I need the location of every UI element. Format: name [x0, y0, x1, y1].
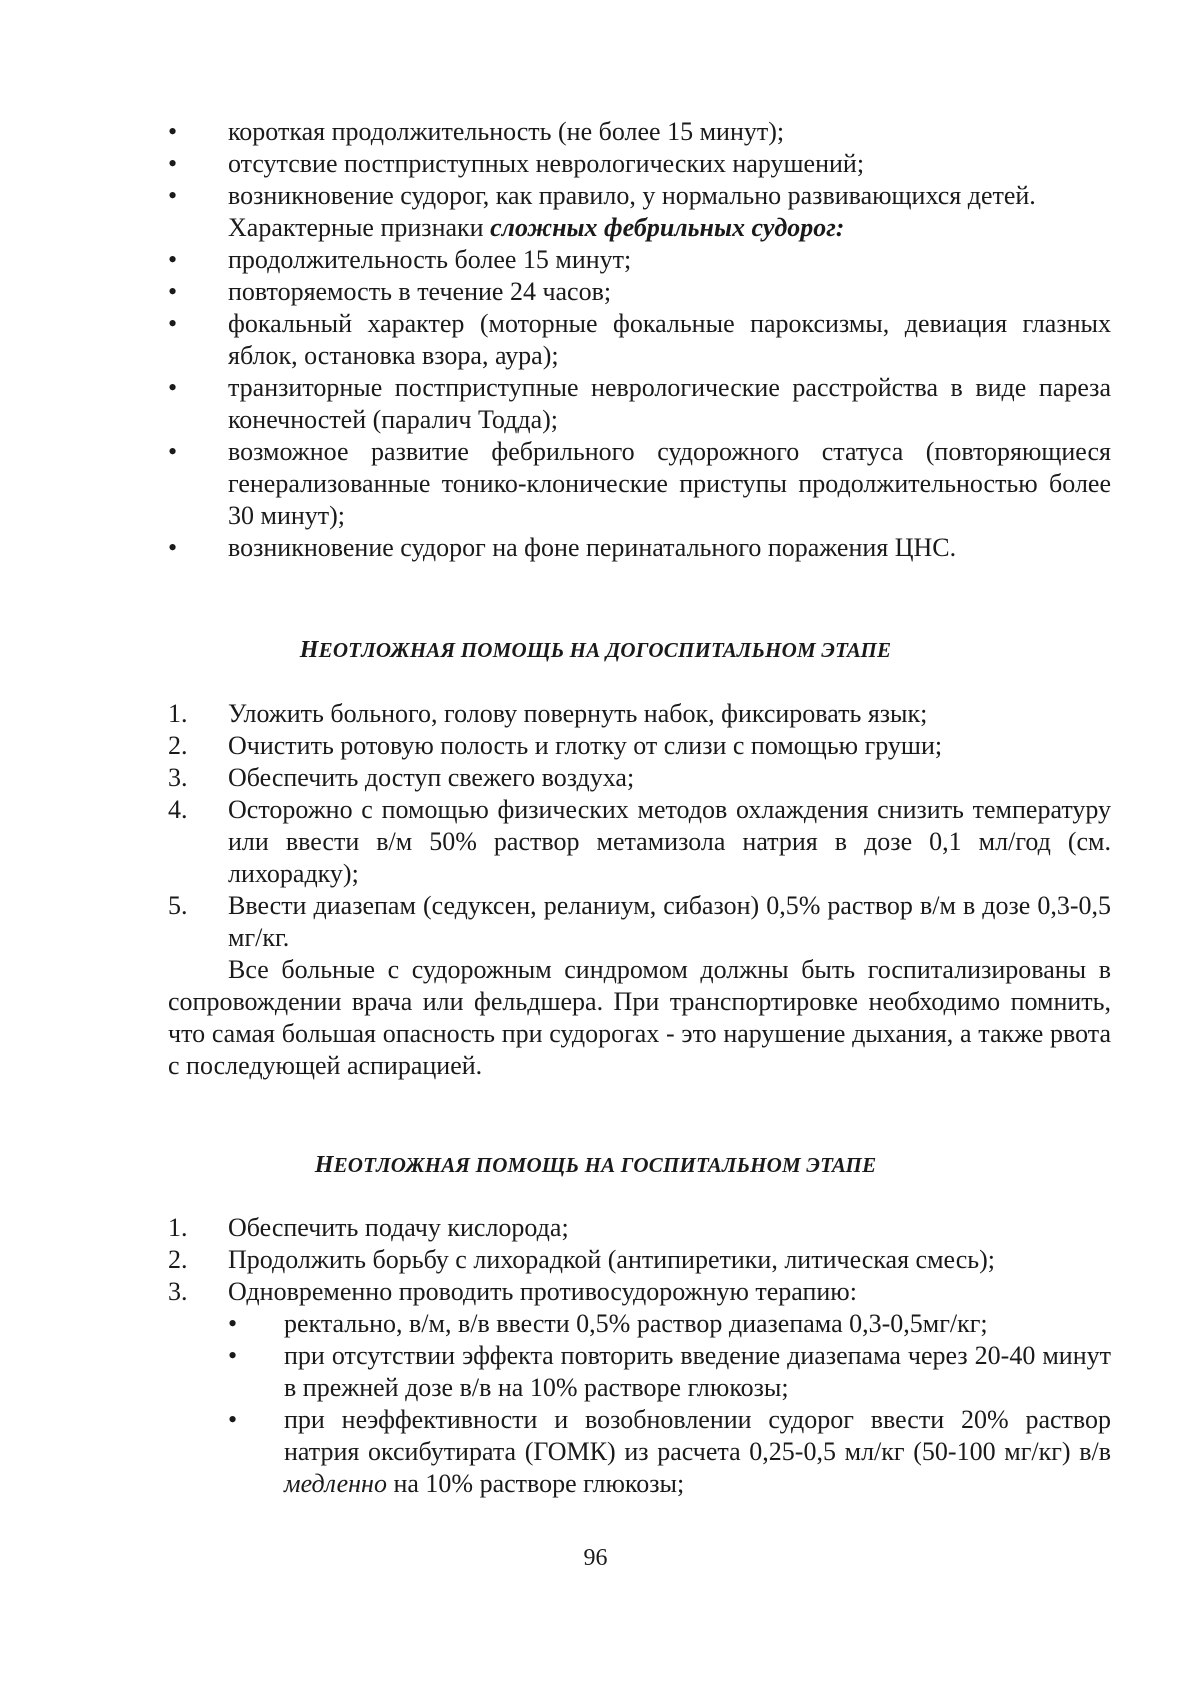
bullet-icon: •: [168, 533, 178, 562]
list-item: 1. Уложить больного, голову повернуть набок, фиксировать язык;: [168, 699, 928, 728]
bullet-icon: •: [168, 277, 178, 306]
list-item: 1. Обеспечить подачу кислорода;: [168, 1213, 569, 1242]
bullet-icon: •: [168, 181, 178, 210]
list-item: • фокальный характер (моторные фокальные пароксизмы, девиация глазных яблок, остановка взора, аура);: [168, 309, 1111, 370]
list-item: 4. Осторожно с помощью физических методов охлаждения снизить температуру или ввести в/м 50% раствор метамизола натрия в дозе 0,1 мл/год (см. лихорадку);: [168, 795, 1111, 888]
list-item: • при отсутствии эффекта повторить введение диазепама через 20-40 минут в прежней дозе в/в на 10% растворе глюкозы;: [228, 1341, 1111, 1402]
bullet-icon: •: [228, 1405, 238, 1434]
list-item: 3. Одновременно проводить противосудорожную терапию: • ректально, в/м, в/в ввести 0,5% раствор диазепама 0,3-0,5мг/кг; • при отсутствии эффекта повторить введение диазепама через 20-40 минут в прежней дозе в/в на 10% растворе глюкозы; • при неэффективности и возобновлении судорог ввести 20% раствор натрия оксибутирата (ГОМК) из расчета 0,25-0,5 мл/кг (50-100 мг/кг) в/в медленно на 10% растворе глюкозы;: [168, 1277, 1111, 1498]
prehospital-heading: НЕОТЛОЖНАЯ ПОМОЩЬ НА ДОГОСПИТАЛЬНОМ ЭТАПЕ: [299, 637, 892, 663]
list-item: • короткая продолжительность (не более 15 минут);: [168, 117, 785, 146]
bullet-icon: •: [168, 373, 178, 402]
list-item: • возникновение судорог, как правило, у нормально развивающихся детей.: [168, 181, 1036, 210]
bullet-icon: •: [168, 437, 178, 466]
bullet-icon: •: [168, 309, 178, 338]
complex-intro: Характерные признаки сложных фебрильных судорог:: [228, 213, 845, 242]
prehospital-steps: [168, 698, 1111, 1082]
list-item: • возможное развитие фебрильного судорожного статуса (повторяющиеся генерализованные тонико-клонические приступы продолжительностью более 30 минут);: [168, 437, 1111, 530]
bullet-icon: •: [168, 117, 178, 146]
hospital-heading: НЕОТЛОЖНАЯ ПОМОЩЬ НА ГОСПИТАЛЬНОМ ЭТАПЕ: [314, 1152, 877, 1178]
list-item: • повторяемость в течение 24 часов;: [168, 277, 612, 306]
list-item: 2. Продолжить борьбу с лихорадкой (антипиретики, литическая смесь);: [168, 1245, 995, 1274]
list-item: • отсутсвие постприступных неврологических нарушений;: [168, 149, 865, 178]
list-item: • возникновение судорог на фоне перинатального поражения ЦНС.: [168, 533, 957, 562]
hospitalization-paragraph: Все больные с судорожным синдромом должны быть госпитализированы в сопровождении врача или фельдшера. При транспортировке необходимо помнить, что самая большая опасность при судорогах - это нарушение дыхания, а также рвота с последующей аспирацией.: [168, 955, 1111, 1080]
complex-term: сложных фебрильных судорог:: [490, 213, 845, 242]
list-item: 5. Ввести диазепам (седуксен, реланиум, сибазон) 0,5% раствор в/м в дозе 0,3-0,5 мг/кг.: [168, 891, 1111, 952]
list-item: • продолжительность более 15 минут;: [168, 245, 632, 274]
bullet-icon: •: [168, 245, 178, 274]
page-number: 96: [583, 1545, 608, 1571]
simple-signs-list: [168, 116, 1111, 564]
list-item: • при неэффективности и возобновлении судорог ввести 20% раствор натрия оксибутирата (ГОМК) из расчета 0,25-0,5 мл/кг (50-100 мг/кг) в/в медленно на 10% растворе глюкозы;: [228, 1405, 1111, 1498]
list-item: • ректально, в/м, в/в ввести 0,5% раствор диазепама 0,3-0,5мг/кг;: [228, 1309, 988, 1338]
hospital-steps: [168, 1212, 1111, 1500]
bullet-icon: •: [228, 1341, 238, 1370]
list-item: 2. Очистить ротовую полость и глотку от слизи с помощью груши;: [168, 731, 943, 760]
bullet-icon: •: [228, 1309, 238, 1338]
bullet-icon: •: [168, 149, 178, 178]
therapy-sublist: [228, 1308, 1111, 1500]
list-item: 3. Обеспечить доступ свежего воздуха;: [168, 763, 635, 792]
list-item: • транзиторные постприступные неврологические расстройства в виде пареза конечностей (паралич Тодда);: [168, 373, 1111, 434]
